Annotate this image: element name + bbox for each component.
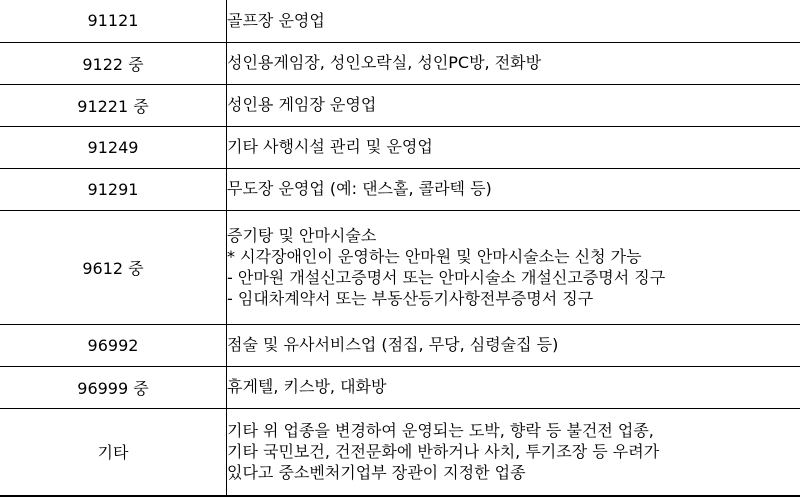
table-row	[0, 42, 800, 84]
description-line: 골프장 운영업	[227, 10, 325, 30]
table-row	[0, 324, 800, 366]
code-cell: 91291	[0, 168, 227, 210]
description-line: 기타 국민보건, 건전문화에 반하거나 사치, 투기조장 등 우려가	[227, 442, 660, 462]
description-line: * 시각장애인이 운영하는 안마원 및 안마시술소는 신청 가능	[227, 247, 642, 266]
description-cell	[227, 210, 800, 324]
description-line: 기타 사행시설 관리 및 운영업	[227, 137, 433, 156]
description-line: 휴게텔, 키스방, 대화방	[227, 377, 387, 396]
code-cell: 9612 중	[0, 210, 227, 324]
code-cell: 96999 중	[0, 366, 227, 408]
description-cell	[227, 324, 800, 366]
description-line: - 안마원 개설신고증명서 또는 안마시술소 개설신고증명서 징구	[227, 268, 666, 287]
description-cell	[227, 366, 800, 408]
code-cell: 기타	[0, 408, 227, 496]
code-cell: 91221 중	[0, 84, 227, 126]
table-row	[0, 126, 800, 168]
table-row	[0, 168, 800, 210]
table-row	[0, 0, 800, 42]
description-cell	[227, 0, 800, 42]
description-line: 기타 위 업종을 변경하여 운영되는 도박, 향락 등 불건전 업종,	[227, 421, 654, 441]
table-row	[0, 84, 800, 126]
table-row	[0, 408, 800, 496]
table-row	[0, 210, 800, 324]
description-line: 성인용게임장, 성인오락실, 성인PC방, 전화방	[227, 53, 542, 72]
description-line: 있다고 중소벤처기업부 장관이 지정한 업종	[227, 463, 526, 483]
description-line: 무도장 운영업 (예: 댄스홀, 콜라텍 등)	[227, 179, 492, 198]
code-cell: 91249	[0, 126, 227, 168]
code-cell: 96992	[0, 324, 227, 366]
description-line: 점술 및 유사서비스업 (점집, 무당, 심령술집 등)	[227, 335, 559, 354]
code-cell: 91121	[0, 0, 227, 42]
description-cell	[227, 408, 800, 496]
table-row	[0, 366, 800, 408]
description-cell	[227, 126, 800, 168]
description-line: 증기탕 및 안마시술소	[227, 226, 377, 245]
description-cell	[227, 42, 800, 84]
description-line: - 임대차계약서 또는 부동산등기사항전부증명서 징구	[227, 289, 594, 308]
description-line: 성인용 게임장 운영업	[227, 95, 377, 114]
code-cell: 9122 중	[0, 42, 227, 84]
description-cell	[227, 168, 800, 210]
description-cell	[227, 84, 800, 126]
